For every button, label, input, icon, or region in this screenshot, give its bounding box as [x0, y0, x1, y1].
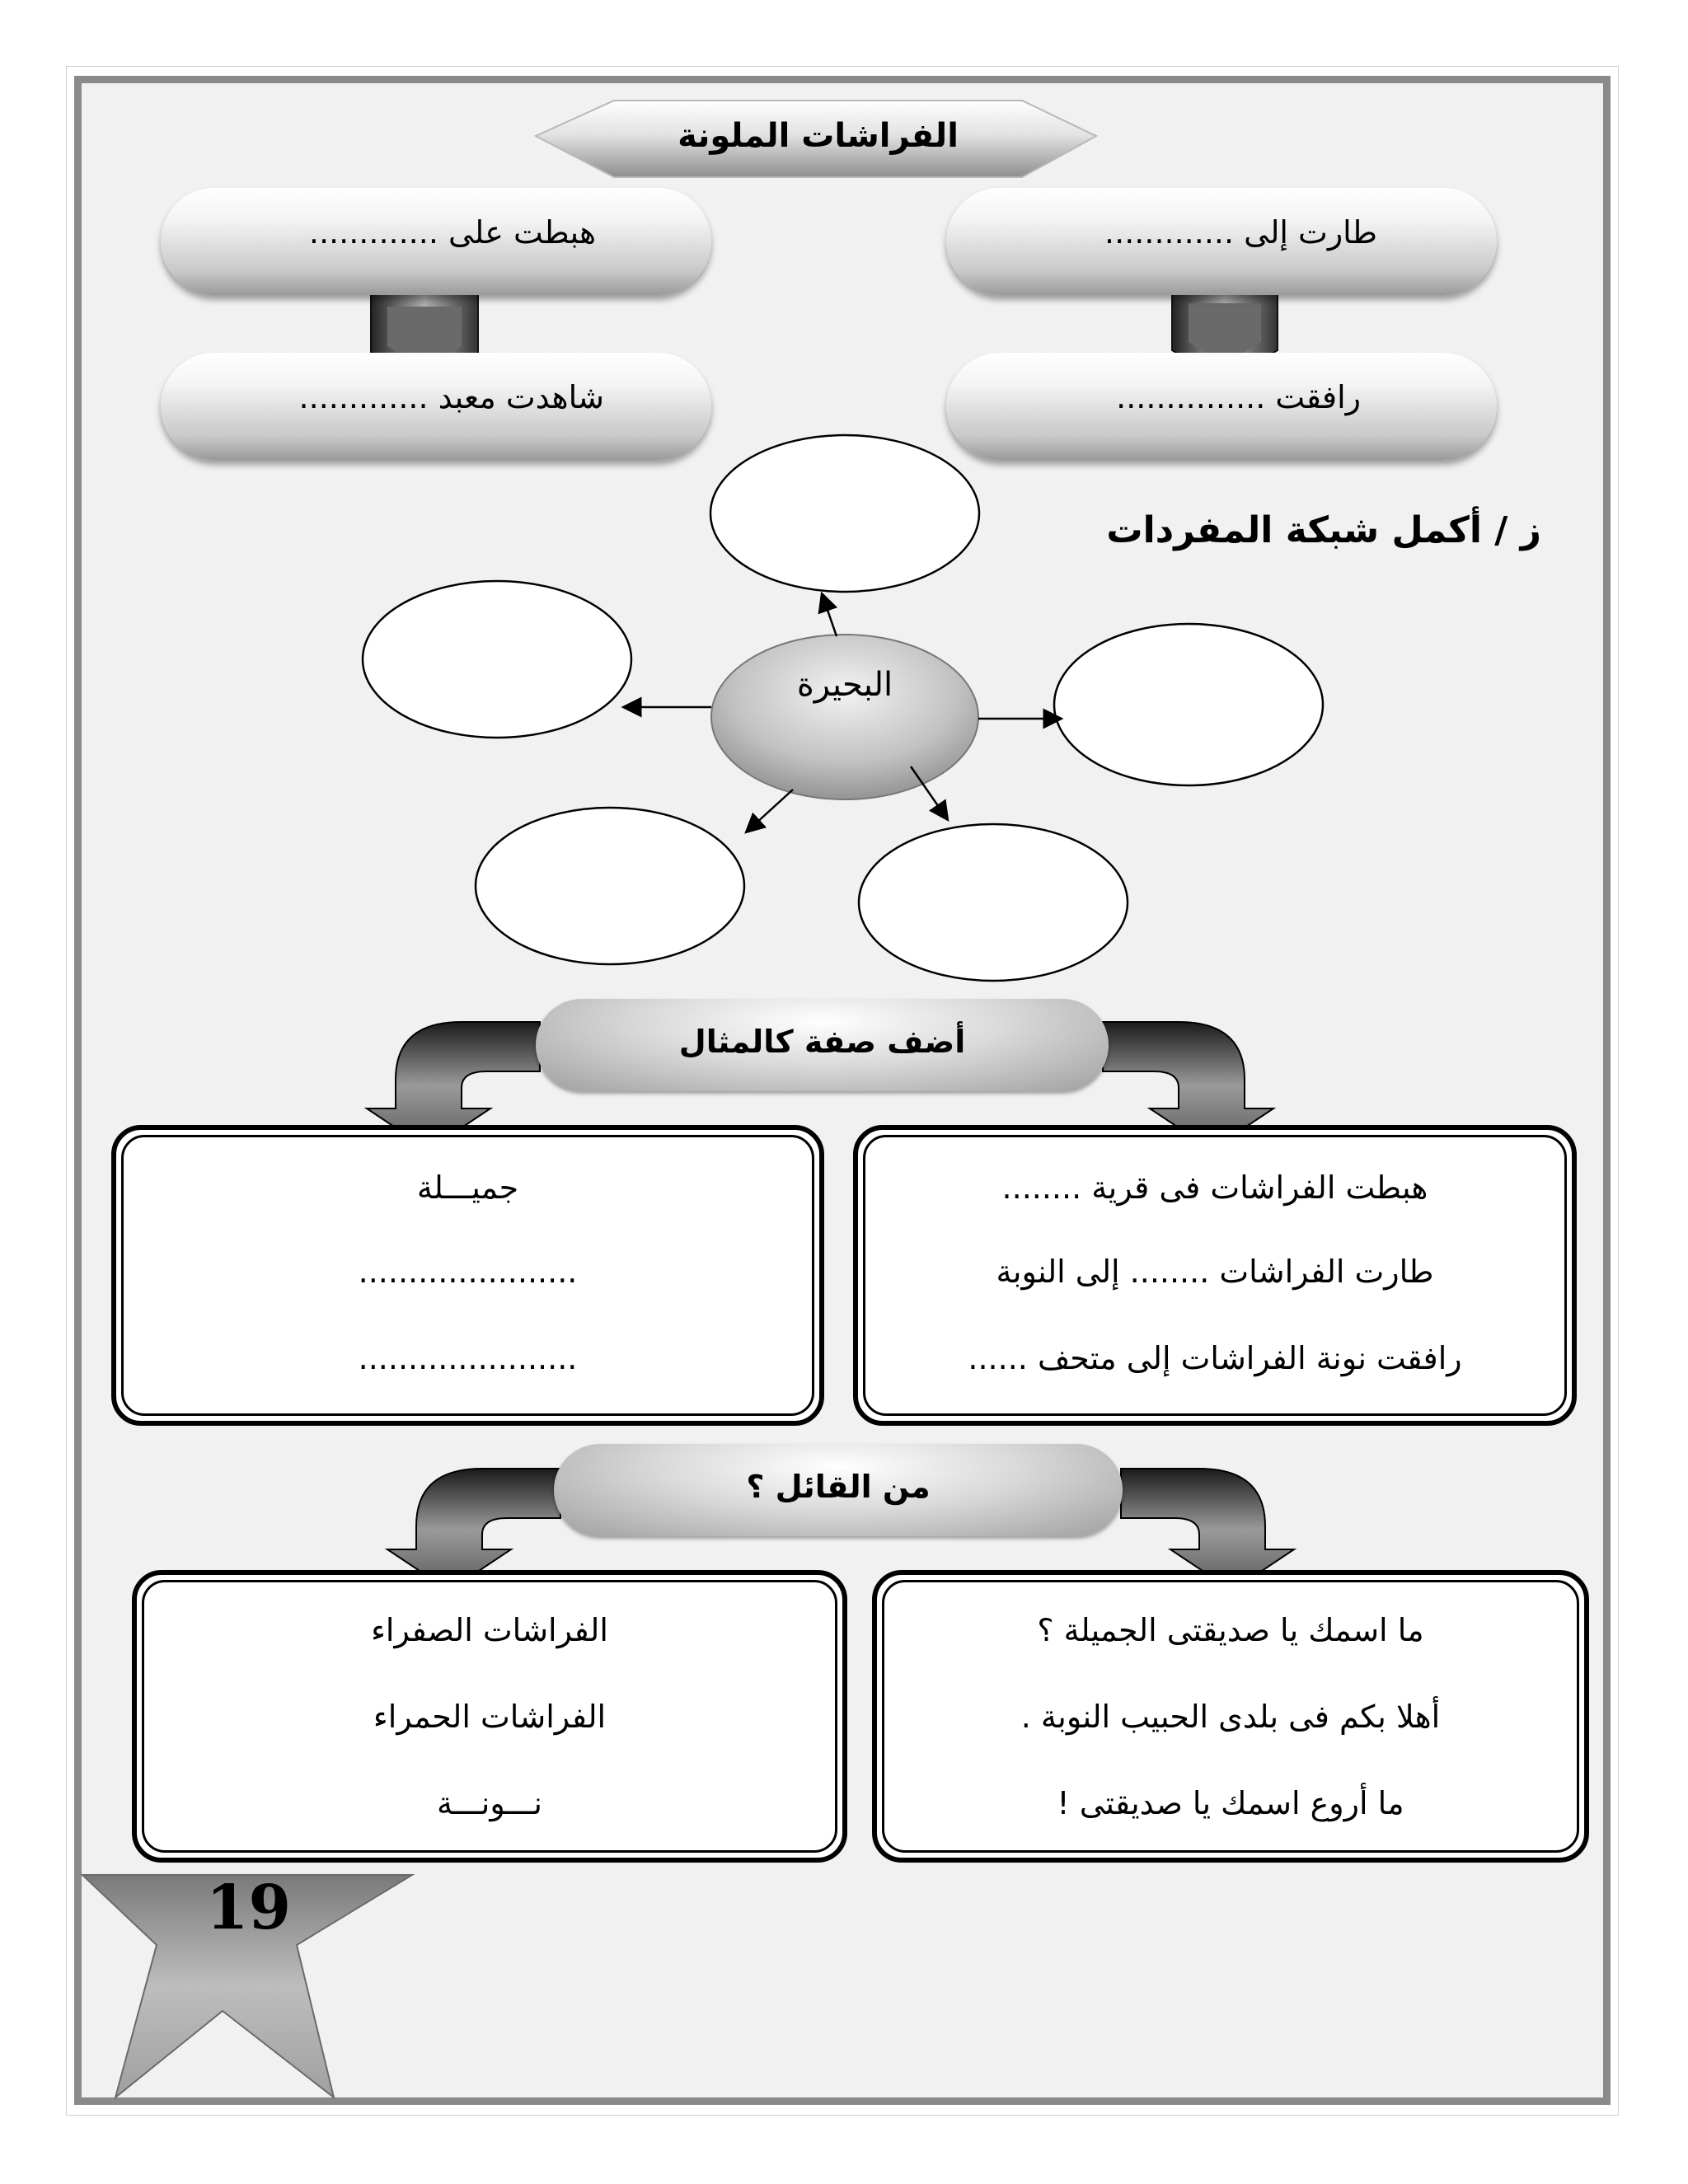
adjective-card-right: [853, 1125, 1577, 1426]
sequence-text: رافقت ...............: [1116, 379, 1361, 415]
web-arrow-bottom-left: [746, 790, 793, 832]
web-oval-right: [1054, 624, 1323, 785]
sequence-pill-left-top: [161, 188, 711, 295]
adjective-card-left: [111, 1125, 824, 1426]
web-oval-left: [363, 581, 631, 738]
speaker-quote: ما أروع اسمك يا صديقتى !: [1057, 1785, 1404, 1821]
web-center-oval: [711, 635, 978, 799]
sequence-text: طارت إلى .............: [1104, 214, 1377, 251]
page-title: الفراشات الملونة: [678, 117, 959, 155]
speaker-option: الفراشات الحمراء: [373, 1699, 607, 1735]
adjective-banner-label: أضف صفة كالمثال: [678, 1024, 966, 1060]
speaker-card-left: [132, 1570, 847, 1863]
speaker-quote: أهلا بكم فى بلدى الحبيب النوبة .: [1020, 1699, 1441, 1735]
web-oval-bottom-right: [859, 824, 1128, 981]
sequence-text: هبطت على .............: [308, 214, 596, 251]
adjective-sentence: هبطت الفراشات فى قرية ........: [1001, 1169, 1428, 1206]
speaker-card-right: [872, 1570, 1589, 1863]
answer-blank: ......................: [358, 1254, 578, 1290]
sequence-pill-left-bottom: [161, 353, 711, 460]
adjective-sentence: طارت الفراشات ........ إلى النوبة: [996, 1254, 1434, 1290]
web-oval-bottom-left: [476, 808, 744, 964]
web-center-word: البحيرة: [796, 666, 893, 704]
sequence-pill-right-top: [946, 188, 1497, 295]
web-oval-top: [710, 435, 979, 592]
speaker-banner-label: من القائل ؟: [746, 1469, 931, 1505]
web-arrow-top: [822, 593, 837, 636]
speaker-banner: [554, 1444, 1123, 1536]
answer-blank: ......................: [358, 1340, 578, 1376]
sequence-pill-right-bottom: [946, 353, 1497, 460]
page-number: 19: [206, 1872, 291, 1943]
vocab-heading: ز / أكمل شبكة المفردات: [1106, 509, 1541, 551]
sequence-text: شاهدت معبد .............: [298, 379, 604, 415]
adjective-example: جميـــلة: [416, 1169, 519, 1206]
speaker-option: نـــونـــة: [437, 1785, 542, 1821]
adjective-banner: [536, 999, 1109, 1091]
adjective-sentence: رافقت نونة الفراشات إلى متحف ......: [968, 1340, 1462, 1376]
speaker-quote: ما اسمك يا صديقتى الجميلة ؟: [1037, 1612, 1424, 1648]
speaker-option: الفراشات الصفراء: [371, 1612, 608, 1648]
